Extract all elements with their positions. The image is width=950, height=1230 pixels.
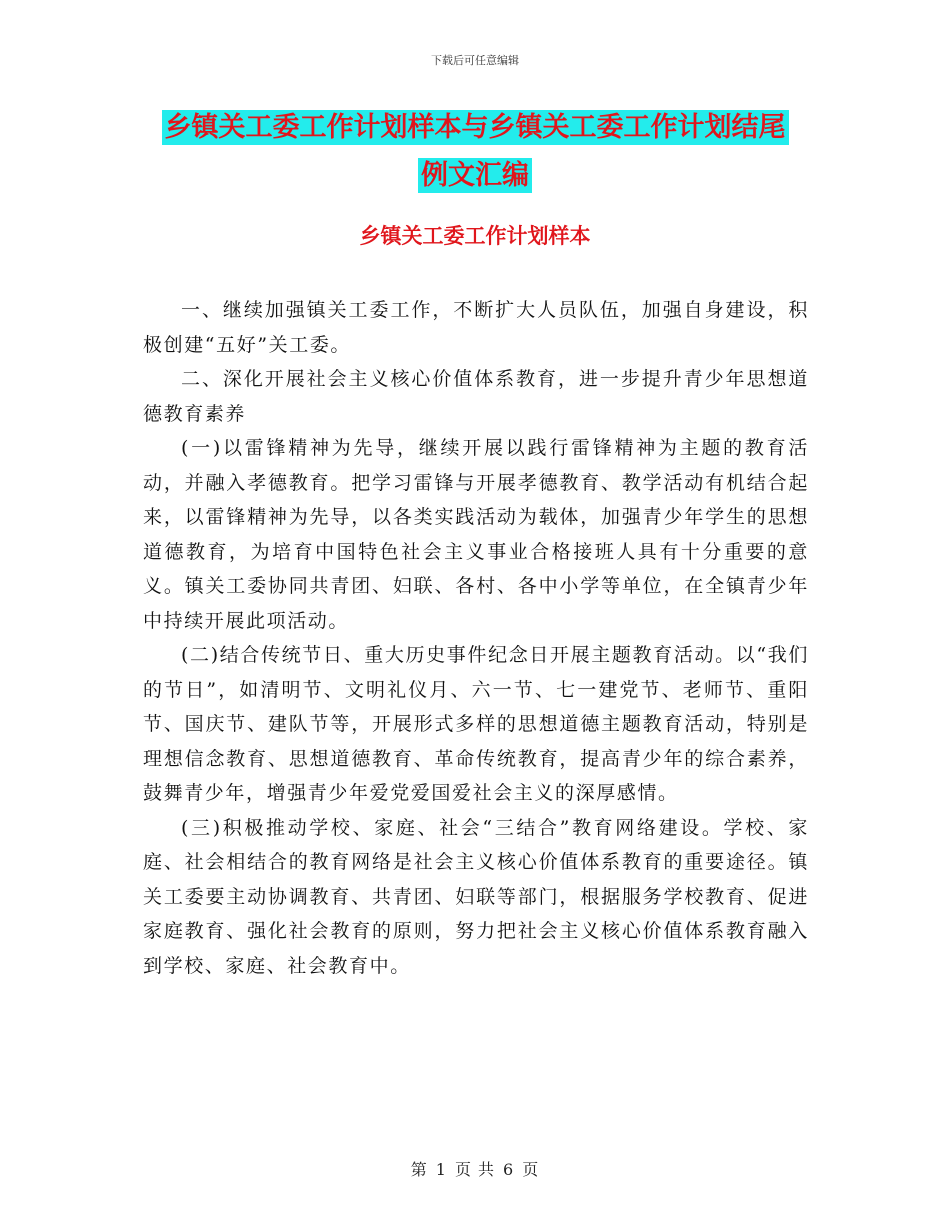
paragraph: (三)积极推动学校、家庭、社会“三结合”教育网络建设。学校、家庭、社会相结合的教育网络是社会主义核心价值体系教育的重要途径。镇关工委要主动协调教育、共青团、妇联等部门，根据服务学校教育、促进家庭教育、强化社会教育的原则，努力把社会主义核心价值体系教育融入到学校、家庭、社会教育中。 — [143, 816, 809, 977]
section-title: 乡镇关工委工作计划样本 — [359, 223, 591, 248]
paragraph: 一、继续加强镇关工委工作，不断扩大人员队伍，加强自身建设，积极创建“五好”关工委。 — [143, 299, 809, 356]
total-page-count: 6 — [503, 1160, 515, 1179]
footer-suffix: 页 — [522, 1160, 540, 1179]
title-line-1: 乡镇关工委工作计划样本与乡镇关工委工作计划结尾 — [162, 110, 789, 145]
paragraph: (二)结合传统节日、重大历史事件纪念日开展主题教育活动。以“我们的节日”，如清明节、文明礼仪月、六一节、七一建党节、老师节、重阳节、国庆节、建队节等，开展形式多样的思想道德主题教育活动，特别是理想信念教育、思想道德教育、革命传统教育，提高青少年的综合素养，鼓舞青少年，增强青少年爱党爱国爱社会主义的深厚感情。 — [143, 644, 809, 804]
paragraph: (一)以雷锋精神为先导，继续开展以践行雷锋精神为主题的教育活动，并融入孝德教育。把学习雷锋与开展孝德教育、教学活动有机结合起来，以雷锋精神为先导，以各类实践活动为载体，加强青少年学生的思想道德教育，为培育中国特色社会主义事业合格接班人具有十分重要的意义。镇关工委协同共青团、妇联、各村、各中小学等单位，在全镇青少年中持续开展此项活动。 — [143, 437, 809, 632]
page-header: 下载后可任意编辑 — [431, 54, 519, 67]
document-title — [140, 104, 810, 200]
current-page-number: 1 — [435, 1160, 447, 1179]
document-body — [143, 293, 809, 983]
footer-middle: 页 共 — [454, 1160, 496, 1179]
footer-prefix: 第 — [410, 1160, 428, 1179]
paragraph: 二、深化开展社会主义核心价值体系教育，进一步提升青少年思想道德教育素养 — [143, 368, 809, 425]
page-footer — [0, 1157, 950, 1180]
title-line-2: 例文汇编 — [418, 158, 532, 193]
